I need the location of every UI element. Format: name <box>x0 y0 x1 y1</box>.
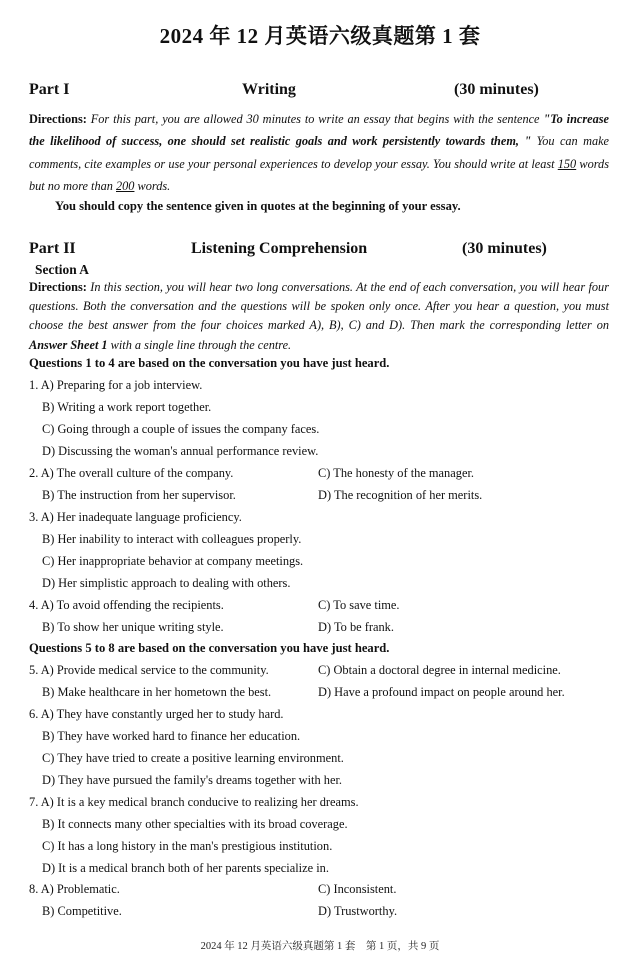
section-a-heading: Section A <box>35 262 89 277</box>
part1-directions <box>29 108 609 197</box>
q5-option-a: 5. A) Provide medical service to the community. <box>29 663 269 677</box>
q4-option-c: C) To save time. <box>318 598 400 612</box>
q7-option-d: D) It is a medical branch both of her parents specialize in. <box>42 861 329 875</box>
directions-text: For this part, you are allowed 30 minutes to write an essay that begins with the sentence <box>90 112 540 126</box>
directions-text: words. <box>137 178 171 193</box>
max-word-count: 200 <box>116 178 135 193</box>
q6-option-b: B) They have worked hard to finance her education. <box>42 729 301 743</box>
part2-time: (30 minutes) <box>462 240 547 257</box>
q4-option-a: 4. A) To avoid offending the recipients. <box>29 598 224 612</box>
part1-label: Part I <box>29 81 70 98</box>
essay-prompt-sentence: "To increase the likelihood of success, one should set realistic goals and work persistently towards them, " <box>29 112 610 149</box>
part1-time: (30 minutes) <box>454 81 539 98</box>
part1-name: Writing <box>242 81 296 98</box>
q2-option-b: B) The instruction from her supervisor. <box>42 488 236 502</box>
page-footer: 2024 年 12 月英语六级真题第 1 套 第 1 页，共 9 页 <box>200 941 440 952</box>
q5-option-b: B) Make healthcare in her hometown the best. <box>42 685 272 699</box>
q7-option-c: C) It has a long history in the man's prestigious institution. <box>42 839 333 853</box>
q6-option-a: 6. A) They have constantly urged her to study hard. <box>29 707 284 721</box>
part2-directions <box>29 278 609 355</box>
q1-option-b: B) Writing a work report together. <box>42 400 212 414</box>
q3-option-a: 3. A) Her inadequate language proficiency. <box>29 510 242 524</box>
page-title: 2024 年 12 月英语六级真题第 1 套 <box>159 24 481 48</box>
q5-option-d: D) Have a profound impact on people around her. <box>318 685 565 699</box>
q1-option-a: 1. A) Preparing for a job interview. <box>29 378 203 392</box>
q1-option-c: C) Going through a couple of issues the company faces. <box>42 422 320 436</box>
q8-option-d: D) Trustworthy. <box>318 904 398 918</box>
question-group-header: Questions 5 to 8 are based on the conversation you have just heard. <box>29 641 390 655</box>
min-word-count: 150 <box>557 156 577 171</box>
directions-label: Directions: <box>29 112 87 126</box>
q6-option-d: D) They have pursued the family's dreams together with her. <box>42 773 342 787</box>
q2-option-a: 2. A) The overall culture of the company. <box>29 466 234 480</box>
q8-option-b: B) Competitive. <box>42 904 122 918</box>
q4-option-d: D) To be frank. <box>318 620 394 634</box>
part2-name: Listening Comprehension <box>191 240 368 257</box>
q8-option-c: C) Inconsistent. <box>318 882 397 896</box>
q1-option-d: D) Discussing the woman's annual performance review. <box>42 444 319 458</box>
q2-option-c: C) The honesty of the manager. <box>318 466 474 480</box>
question-group-header: Questions 1 to 4 are based on the conversation you have just heard. <box>29 356 390 370</box>
directions-text: words but no more than <box>29 156 609 193</box>
answer-sheet-label: Answer Sheet 1 <box>29 337 108 352</box>
q6-option-c: C) They have tried to create a positive learning environment. <box>42 751 344 765</box>
q7-option-a: 7. A) It is a key medical branch conducive to realizing her dreams. <box>29 795 359 809</box>
q3-option-b: B) Her inability to interact with colleagues properly. <box>42 532 302 546</box>
directions-text: In this section, you will hear two long conversations. At the end of each conversation, you will hear four questions. Both the conversation and the questions will be spoken only once. After you hear a question, you must choose the best answer from the four choices marked A), B), C) and D). Then mark the corresponding letter on <box>29 280 609 333</box>
q5-option-c: C) Obtain a doctoral degree in internal medicine. <box>318 663 561 677</box>
directions-text: with a single line through the centre. <box>110 337 292 352</box>
q4-option-b: B) To show her unique writing style. <box>42 620 224 634</box>
q3-option-d: D) Her simplistic approach to dealing with others. <box>42 576 291 590</box>
part2-label: Part II <box>29 240 76 257</box>
q8-option-a: 8. A) Problematic. <box>29 882 120 896</box>
q7-option-b: B) It connects many other specialties with its broad coverage. <box>42 817 348 831</box>
q3-option-c: C) Her inappropriate behavior at company meetings. <box>42 554 304 568</box>
directions-text: You can make comments, cite examples or use your personal experiences to develop your essay. You should write at least <box>29 134 610 171</box>
q2-option-d: D) The recognition of her merits. <box>318 488 483 502</box>
part1-note: You should copy the sentence given in quotes at the beginning of your essay. <box>55 199 461 213</box>
directions-label: Directions: <box>29 280 87 294</box>
